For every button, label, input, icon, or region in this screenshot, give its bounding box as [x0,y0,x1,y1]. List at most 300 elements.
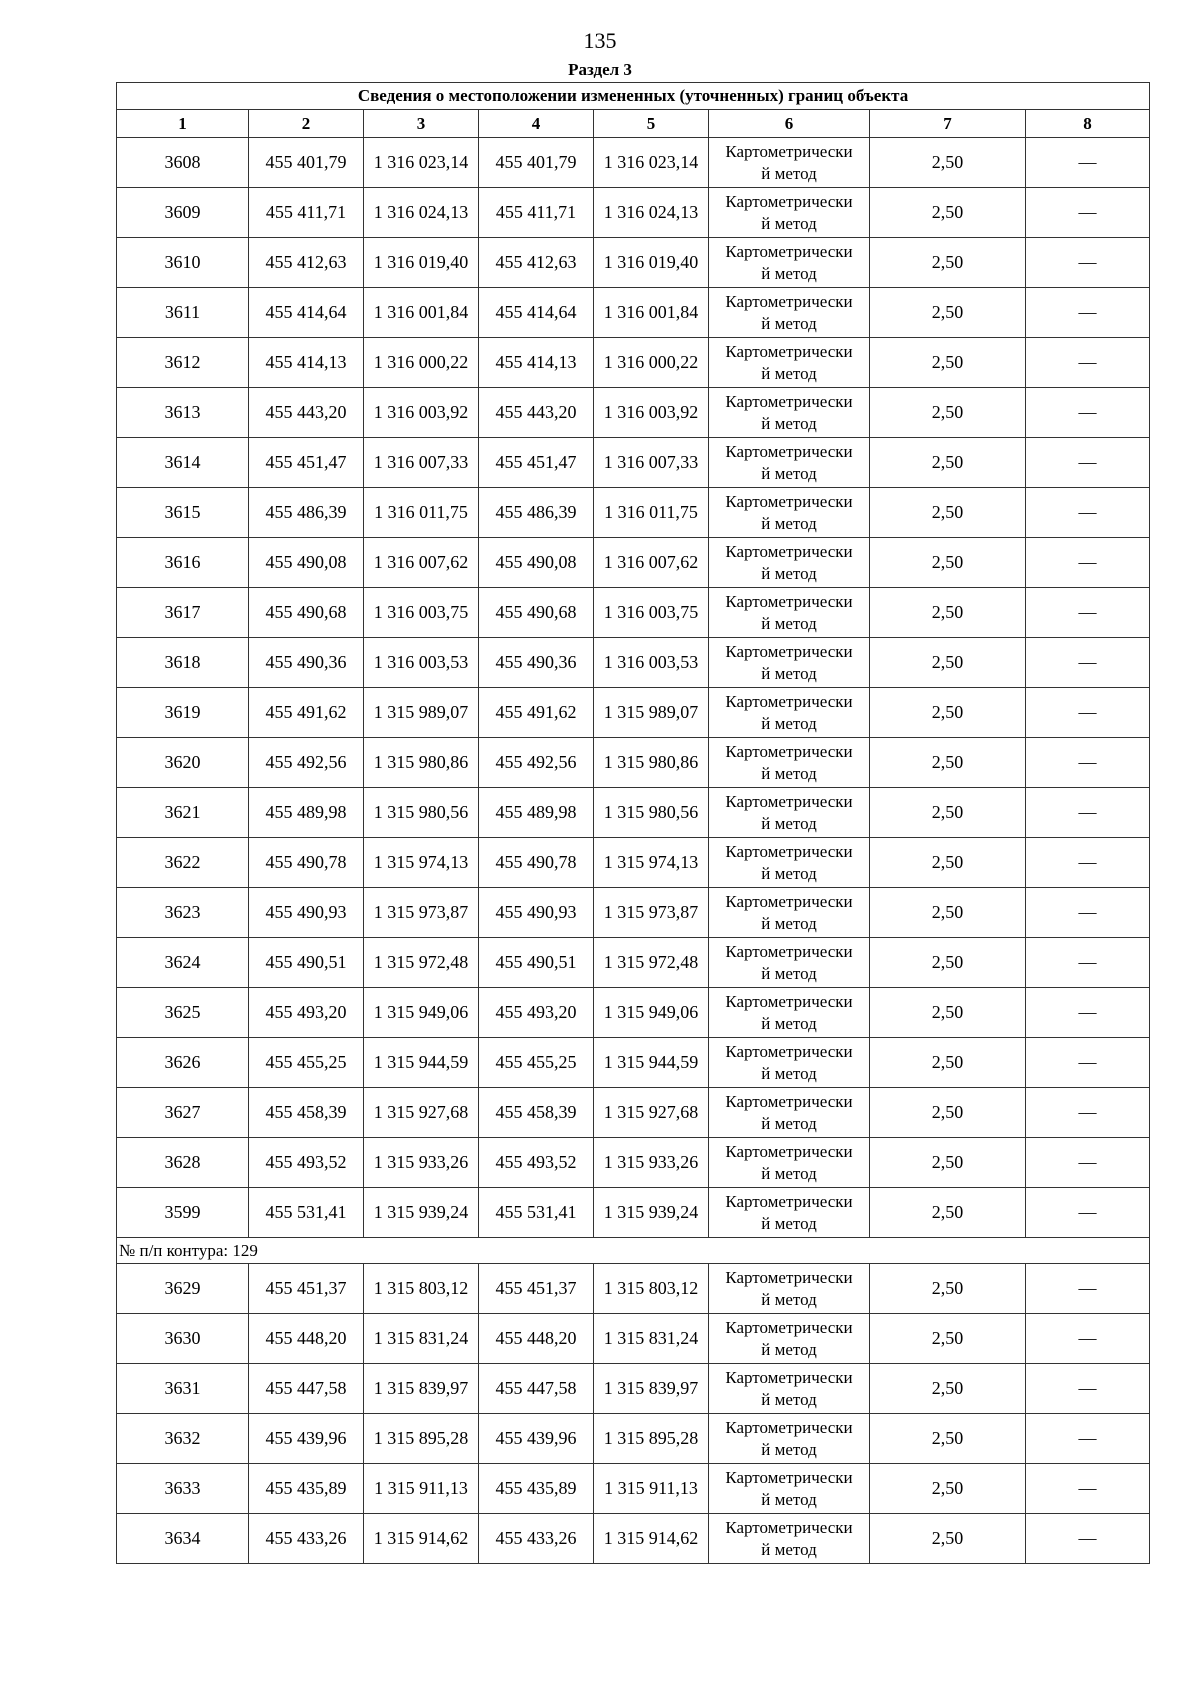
method-cell [709,988,870,1038]
point-number-cell: 3620 [117,738,249,788]
x-old-cell: 455 412,63 [249,238,364,288]
description-cell: — [1026,1038,1150,1088]
precision-cell: 2,50 [870,1138,1026,1188]
method-cell [709,1314,870,1364]
x-new-cell: 455 439,96 [479,1414,594,1464]
contour-section [117,1238,1150,1264]
x-new-cell: 455 490,51 [479,938,594,988]
y-old-cell: 1 315 831,24 [364,1314,479,1364]
x-old-cell: 455 493,52 [249,1138,364,1188]
x-old-cell: 455 490,93 [249,888,364,938]
y-new-cell: 1 316 007,33 [594,438,709,488]
precision-cell: 2,50 [870,388,1026,438]
method-cell [709,1514,870,1564]
method-cell [709,238,870,288]
y-old-cell: 1 315 914,62 [364,1514,479,1564]
point-number-cell: 3617 [117,588,249,638]
table-caption: Сведения о местоположении измененных (уточненных) границ объекта [117,83,1150,110]
x-new-cell: 455 435,89 [479,1464,594,1514]
description-cell: — [1026,1088,1150,1138]
description-cell: — [1026,888,1150,938]
y-old-cell: 1 315 944,59 [364,1038,479,1088]
point-number-cell: 3626 [117,1038,249,1088]
x-old-cell: 455 414,13 [249,338,364,388]
precision-cell: 2,50 [870,838,1026,888]
y-old-cell: 1 316 011,75 [364,488,479,538]
description-cell: — [1026,438,1150,488]
method-line-1: Картометрически [725,391,853,411]
method-line-2: й метод [761,663,817,683]
point-number-cell: 3599 [117,1188,249,1238]
y-old-cell: 1 315 980,56 [364,788,479,838]
description-cell: — [1026,638,1150,688]
table-row [117,638,1150,688]
y-new-cell: 1 315 980,56 [594,788,709,838]
description-cell: — [1026,1414,1150,1464]
table-row [117,1264,1150,1314]
method-cell [709,1088,870,1138]
precision-cell: 2,50 [870,1514,1026,1564]
x-new-cell: 455 491,62 [479,688,594,738]
column-header: 5 [594,110,709,138]
table-row [117,588,1150,638]
point-number-cell: 3612 [117,338,249,388]
y-old-cell: 1 315 933,26 [364,1138,479,1188]
y-new-cell: 1 315 974,13 [594,838,709,888]
method-cell [709,1414,870,1464]
point-number-cell: 3633 [117,1464,249,1514]
description-cell: — [1026,688,1150,738]
method-line-1: Картометрически [725,991,853,1011]
precision-cell: 2,50 [870,188,1026,238]
x-old-cell: 455 490,08 [249,538,364,588]
method-line-2: й метод [761,563,817,583]
method-line-2: й метод [761,463,817,483]
precision-cell: 2,50 [870,288,1026,338]
y-old-cell: 1 316 003,92 [364,388,479,438]
x-new-cell: 455 490,68 [479,588,594,638]
y-new-cell: 1 315 839,97 [594,1364,709,1414]
method-line-2: й метод [761,613,817,633]
precision-cell: 2,50 [870,1264,1026,1314]
method-line-2: й метод [761,813,817,833]
method-line-1: Картометрически [725,341,853,361]
method-cell [709,1264,870,1314]
table-row [117,1364,1150,1414]
point-number-cell: 3609 [117,188,249,238]
y-old-cell: 1 315 949,06 [364,988,479,1038]
method-line-2: й метод [761,313,817,333]
table-row [117,738,1150,788]
y-old-cell: 1 316 023,14 [364,138,479,188]
description-cell: — [1026,1188,1150,1238]
method-line-2: й метод [761,363,817,383]
method-line-1: Картометрически [725,841,853,861]
method-line-2: й метод [761,913,817,933]
method-line-1: Картометрически [725,641,853,661]
table-row [117,688,1150,738]
method-line-1: Картометрически [725,141,853,161]
y-new-cell: 1 316 003,92 [594,388,709,438]
x-old-cell: 455 491,62 [249,688,364,738]
x-new-cell: 455 455,25 [479,1038,594,1088]
y-new-cell: 1 315 927,68 [594,1088,709,1138]
x-old-cell: 455 490,78 [249,838,364,888]
method-cell [709,1138,870,1188]
x-old-cell: 455 486,39 [249,488,364,538]
table-row [117,488,1150,538]
table-row [117,338,1150,388]
column-header: 7 [870,110,1026,138]
method-line-1: Картометрически [725,291,853,311]
page-number: 135 [583,28,617,53]
y-new-cell: 1 316 023,14 [594,138,709,188]
table-row [117,1038,1150,1088]
x-new-cell: 455 490,08 [479,538,594,588]
description-cell: — [1026,1514,1150,1564]
method-line-2: й метод [761,1113,817,1133]
x-new-cell: 455 451,47 [479,438,594,488]
x-new-cell: 455 412,63 [479,238,594,288]
table-body-part-1 [117,138,1150,1238]
section-title: Раздел 3 [568,60,632,79]
point-number-cell: 3610 [117,238,249,288]
y-old-cell: 1 315 895,28 [364,1414,479,1464]
precision-cell: 2,50 [870,488,1026,538]
y-old-cell: 1 316 001,84 [364,288,479,338]
x-new-cell: 455 490,36 [479,638,594,688]
x-old-cell: 455 447,58 [249,1364,364,1414]
column-header: 8 [1026,110,1150,138]
point-number-cell: 3623 [117,888,249,938]
method-cell [709,388,870,438]
description-cell: — [1026,1364,1150,1414]
x-old-cell: 455 401,79 [249,138,364,188]
method-cell [709,838,870,888]
x-old-cell: 455 493,20 [249,988,364,1038]
method-line-1: Картометрически [725,491,853,511]
description-cell: — [1026,188,1150,238]
method-line-1: Картометрически [725,1417,853,1437]
x-new-cell: 455 411,71 [479,188,594,238]
y-new-cell: 1 316 024,13 [594,188,709,238]
point-number-cell: 3608 [117,138,249,188]
y-old-cell: 1 315 927,68 [364,1088,479,1138]
description-cell: — [1026,588,1150,638]
description-cell: — [1026,238,1150,288]
y-old-cell: 1 315 803,12 [364,1264,479,1314]
method-line-2: й метод [761,713,817,733]
method-cell [709,288,870,338]
point-number-cell: 3622 [117,838,249,888]
x-new-cell: 455 414,64 [479,288,594,338]
method-cell [709,1038,870,1088]
point-number-cell: 3621 [117,788,249,838]
x-old-cell: 455 433,26 [249,1514,364,1564]
point-number-cell: 3634 [117,1514,249,1564]
x-old-cell: 455 448,20 [249,1314,364,1364]
table-row [117,438,1150,488]
method-cell [709,1464,870,1514]
table-row [117,1088,1150,1138]
y-old-cell: 1 316 007,62 [364,538,479,588]
method-line-2: й метод [761,1439,817,1459]
table-row [117,188,1150,238]
x-old-cell: 455 531,41 [249,1188,364,1238]
precision-cell: 2,50 [870,1314,1026,1364]
description-cell: — [1026,1314,1150,1364]
point-number-cell: 3627 [117,1088,249,1138]
method-cell [709,888,870,938]
y-new-cell: 1 316 001,84 [594,288,709,338]
y-old-cell: 1 316 003,53 [364,638,479,688]
method-line-1: Картометрически [725,1091,853,1111]
point-number-cell: 3628 [117,1138,249,1188]
y-new-cell: 1 315 911,13 [594,1464,709,1514]
y-new-cell: 1 315 973,87 [594,888,709,938]
precision-cell: 2,50 [870,238,1026,288]
x-old-cell: 455 455,25 [249,1038,364,1088]
method-line-1: Картометрически [725,1191,853,1211]
method-line-2: й метод [761,763,817,783]
method-line-2: й метод [761,863,817,883]
method-line-2: й метод [761,163,817,183]
point-number-cell: 3615 [117,488,249,538]
method-line-2: й метод [761,1163,817,1183]
x-old-cell: 455 439,96 [249,1414,364,1464]
table-row [117,988,1150,1038]
boundary-table [116,82,1150,1564]
table-row [117,938,1150,988]
x-new-cell: 455 492,56 [479,738,594,788]
y-new-cell: 1 316 011,75 [594,488,709,538]
method-cell [709,488,870,538]
method-line-1: Картометрически [725,1467,853,1487]
y-old-cell: 1 315 839,97 [364,1364,479,1414]
point-number-cell: 3631 [117,1364,249,1414]
precision-cell: 2,50 [870,888,1026,938]
table-row [117,1188,1150,1238]
x-old-cell: 455 414,64 [249,288,364,338]
table-row [117,388,1150,438]
y-old-cell: 1 315 973,87 [364,888,479,938]
column-header: 2 [249,110,364,138]
table-row [117,238,1150,288]
method-line-1: Картометрически [725,741,853,761]
x-old-cell: 455 492,56 [249,738,364,788]
x-new-cell: 455 451,37 [479,1264,594,1314]
method-cell [709,338,870,388]
x-old-cell: 455 458,39 [249,1088,364,1138]
method-cell [709,588,870,638]
description-cell: — [1026,788,1150,838]
table-row [117,1414,1150,1464]
method-cell [709,438,870,488]
method-line-1: Картометрически [725,1367,853,1387]
method-line-1: Картометрически [725,1517,853,1537]
table-row [117,1514,1150,1564]
point-number-cell: 3619 [117,688,249,738]
column-header: 6 [709,110,870,138]
method-line-1: Картометрически [725,891,853,911]
y-old-cell: 1 315 980,86 [364,738,479,788]
method-cell [709,788,870,838]
table-row [117,538,1150,588]
method-line-1: Картометрически [725,1141,853,1161]
contour-row [117,1238,1150,1264]
x-new-cell: 455 447,58 [479,1364,594,1414]
y-old-cell: 1 315 974,13 [364,838,479,888]
method-cell [709,688,870,738]
method-line-1: Картометрически [725,1267,853,1287]
precision-cell: 2,50 [870,988,1026,1038]
method-cell [709,538,870,588]
table-caption-row [117,83,1150,110]
point-number-cell: 3618 [117,638,249,688]
y-new-cell: 1 316 003,53 [594,638,709,688]
table-row [117,138,1150,188]
y-old-cell: 1 315 911,13 [364,1464,479,1514]
point-number-cell: 3624 [117,938,249,988]
table-row [117,1464,1150,1514]
precision-cell: 2,50 [870,688,1026,738]
column-header: 1 [117,110,249,138]
point-number-cell: 3625 [117,988,249,1038]
y-new-cell: 1 316 007,62 [594,538,709,588]
method-line-2: й метод [761,513,817,533]
y-old-cell: 1 316 007,33 [364,438,479,488]
precision-cell: 2,50 [870,1188,1026,1238]
method-line-1: Картометрически [725,1317,853,1337]
method-line-1: Картометрически [725,1041,853,1061]
method-cell [709,938,870,988]
column-header-row [117,110,1150,138]
x-new-cell: 455 458,39 [479,1088,594,1138]
x-old-cell: 455 490,51 [249,938,364,988]
method-line-1: Картометрически [725,691,853,711]
precision-cell: 2,50 [870,788,1026,838]
y-old-cell: 1 316 024,13 [364,188,479,238]
point-number-cell: 3632 [117,1414,249,1464]
description-cell: — [1026,488,1150,538]
method-line-2: й метод [761,963,817,983]
y-old-cell: 1 316 000,22 [364,338,479,388]
precision-cell: 2,50 [870,1364,1026,1414]
x-old-cell: 455 435,89 [249,1464,364,1514]
table-row [117,838,1150,888]
precision-cell: 2,50 [870,638,1026,688]
x-new-cell: 455 486,39 [479,488,594,538]
precision-cell: 2,50 [870,938,1026,988]
precision-cell: 2,50 [870,538,1026,588]
method-line-2: й метод [761,263,817,283]
y-new-cell: 1 315 895,28 [594,1414,709,1464]
precision-cell: 2,50 [870,138,1026,188]
method-line-2: й метод [761,1489,817,1509]
description-cell: — [1026,838,1150,888]
method-line-1: Картометрически [725,791,853,811]
table-row [117,288,1150,338]
y-old-cell: 1 315 972,48 [364,938,479,988]
y-old-cell: 1 315 939,24 [364,1188,479,1238]
x-old-cell: 455 451,47 [249,438,364,488]
x-new-cell: 455 401,79 [479,138,594,188]
method-line-2: й метод [761,1389,817,1409]
column-header: 3 [364,110,479,138]
y-new-cell: 1 315 980,86 [594,738,709,788]
description-cell: — [1026,288,1150,338]
precision-cell: 2,50 [870,1414,1026,1464]
x-old-cell: 455 411,71 [249,188,364,238]
description-cell: — [1026,138,1150,188]
method-line-1: Картометрически [725,241,853,261]
description-cell: — [1026,1138,1150,1188]
method-line-1: Картометрически [725,541,853,561]
contour-label: № п/п контура: 129 [117,1238,1150,1264]
method-cell [709,638,870,688]
x-new-cell: 455 490,93 [479,888,594,938]
table-row [117,1314,1150,1364]
method-cell [709,738,870,788]
description-cell: — [1026,988,1150,1038]
method-line-1: Картометрически [725,591,853,611]
y-new-cell: 1 315 914,62 [594,1514,709,1564]
y-new-cell: 1 315 972,48 [594,938,709,988]
description-cell: — [1026,388,1150,438]
x-old-cell: 455 451,37 [249,1264,364,1314]
x-new-cell: 455 490,78 [479,838,594,888]
y-new-cell: 1 316 019,40 [594,238,709,288]
x-old-cell: 455 490,36 [249,638,364,688]
precision-cell: 2,50 [870,338,1026,388]
method-line-2: й метод [761,213,817,233]
point-number-cell: 3614 [117,438,249,488]
y-new-cell: 1 316 003,75 [594,588,709,638]
precision-cell: 2,50 [870,738,1026,788]
y-new-cell: 1 315 939,24 [594,1188,709,1238]
x-new-cell: 455 414,13 [479,338,594,388]
column-header: 4 [479,110,594,138]
x-old-cell: 455 489,98 [249,788,364,838]
description-cell: — [1026,738,1150,788]
y-old-cell: 1 316 003,75 [364,588,479,638]
y-old-cell: 1 316 019,40 [364,238,479,288]
description-cell: — [1026,338,1150,388]
y-new-cell: 1 315 944,59 [594,1038,709,1088]
y-new-cell: 1 316 000,22 [594,338,709,388]
x-new-cell: 455 448,20 [479,1314,594,1364]
method-line-2: й метод [761,1289,817,1309]
method-cell [709,138,870,188]
table-body-part-2 [117,1264,1150,1564]
x-old-cell: 455 443,20 [249,388,364,438]
x-new-cell: 455 443,20 [479,388,594,438]
x-new-cell: 455 433,26 [479,1514,594,1564]
method-line-2: й метод [761,1013,817,1033]
method-line-2: й метод [761,1339,817,1359]
x-new-cell: 455 531,41 [479,1188,594,1238]
point-number-cell: 3616 [117,538,249,588]
y-old-cell: 1 315 989,07 [364,688,479,738]
description-cell: — [1026,538,1150,588]
y-new-cell: 1 315 831,24 [594,1314,709,1364]
table-row [117,1138,1150,1188]
method-line-1: Картометрически [725,191,853,211]
description-cell: — [1026,938,1150,988]
point-number-cell: 3630 [117,1314,249,1364]
precision-cell: 2,50 [870,1038,1026,1088]
description-cell: — [1026,1264,1150,1314]
